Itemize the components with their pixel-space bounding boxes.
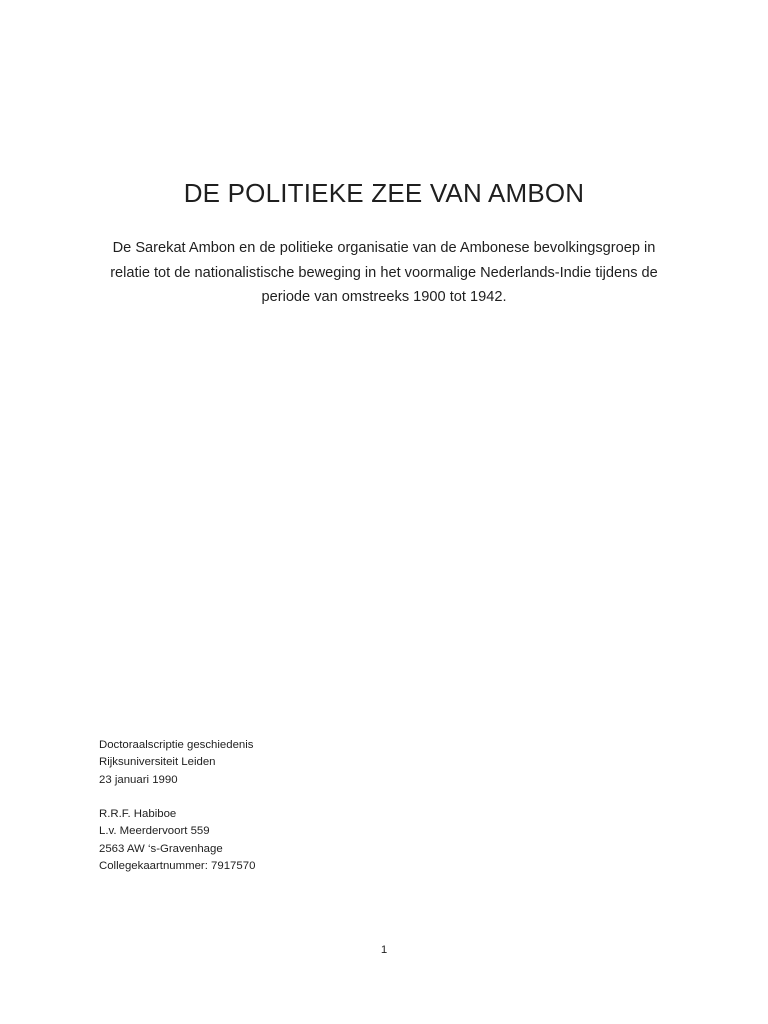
university-name: Rijksuniversiteit Leiden — [99, 756, 216, 769]
document-subtitle: De Sarekat Ambon en de politieke organisatie van de Ambonese bevolkingsgroep in relatie tot de nationalistische beweging in het voormalige Nederlands-Indie tijdens de periode van omstreeks 1900 tot 1942. — [110, 240, 658, 305]
thesis-type: Doctoraalscriptie geschiedenis — [99, 739, 254, 751]
student-number: Collegekaartnummer: 7917570 — [99, 860, 256, 873]
author-name: R.R.F. Habiboe — [99, 808, 177, 820]
author-postal-city: 2563 AW ‘s-Gravenhage — [99, 842, 223, 855]
author-street: L.v. Meerdervoort 559 — [99, 825, 210, 838]
page-number: 1 — [380, 944, 388, 956]
author-info-block — [99, 806, 419, 876]
document-title: DE POLITIEKE ZEE VAN AMBON — [183, 178, 585, 208]
thesis-info-block — [99, 737, 419, 789]
thesis-date: 23 januari 1990 — [99, 773, 178, 786]
